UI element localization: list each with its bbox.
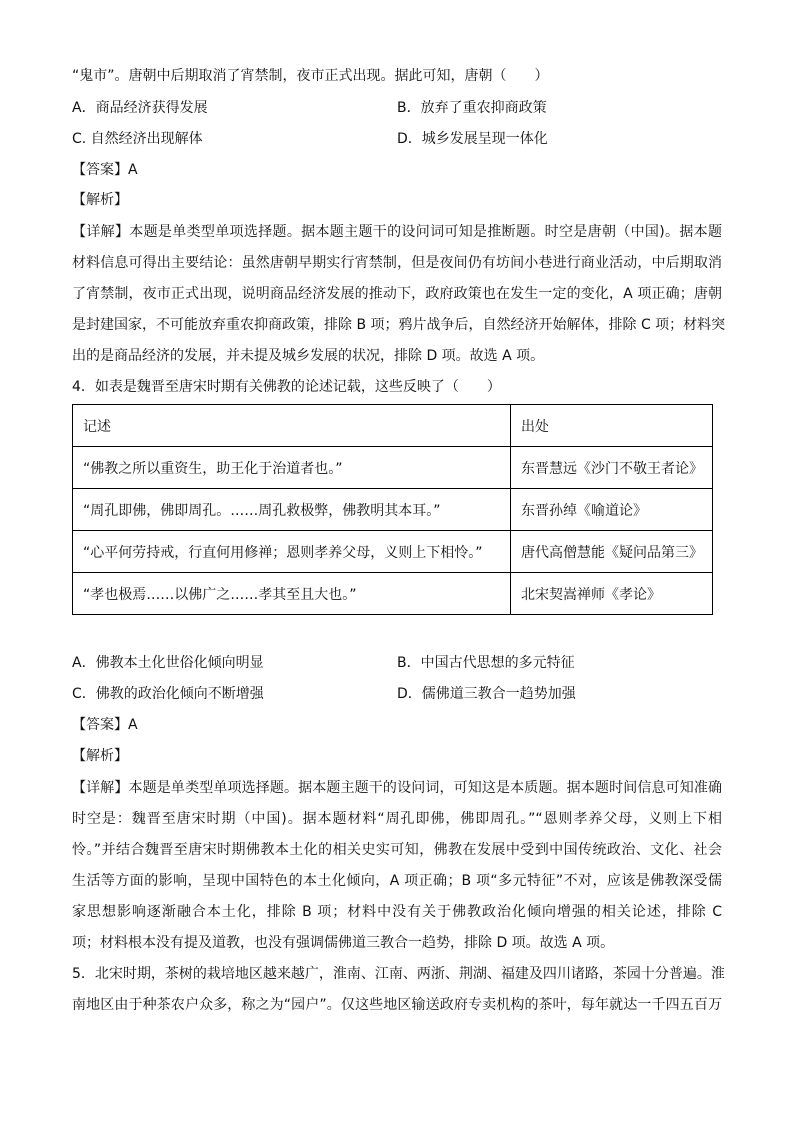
table-cell-quote: “心平何劳持戒，行直何用修禅；恩则孝养父母，义则上下相怜。” bbox=[73, 531, 511, 573]
q3-option-a: A．商品经济获得发展 bbox=[72, 100, 208, 116]
q4-analysis-label: 【解析】 bbox=[72, 748, 128, 764]
q4-detail-line: 项；材料根本没有提及道教，也没有强调儒佛道三教合一趋势，排除 D 项。故选 A 项。 bbox=[72, 935, 615, 951]
q3-stem: “鬼市”。唐朝中后期取消了宵禁制，夜市正式出现。据此可知，唐朝（ ） bbox=[72, 68, 549, 84]
q4-detail-line: 家思想影响逐渐融合本土化，排除 B 项；材料中没有关于佛教政治化倾向增强的相关论述，排除 C bbox=[72, 904, 722, 920]
table-cell-quote: “周孔即佛，佛即周孔。……周孔救极弊，佛教明其本耳。” bbox=[73, 489, 511, 531]
q4-detail-line: 怜。”并结合魏晋至唐宋时期佛教本土化的相关史实可知，佛教在发展中受到中国传统政治、文化、社会 bbox=[72, 842, 722, 858]
q3-answer: 【答案】A bbox=[72, 162, 138, 178]
q3-detail-line: 是封建国家，不可能放弃重农抑商政策，排除 B 项；鸦片战争后，自然经济开始解体，排除 C 项；材料突 bbox=[72, 317, 726, 333]
q3-analysis-label: 【解析】 bbox=[72, 192, 128, 208]
q4-stem: 4．如表是魏晋至唐宋时期有关佛教的论述记载，这些反映了（ ） bbox=[72, 379, 501, 395]
q4-option-c: C．佛教的政治化倾向不断增强 bbox=[72, 686, 264, 702]
table-cell-quote: “佛教之所以重资生，助王化于治道者也。” bbox=[73, 447, 511, 489]
q3-option-c: C. 自然经济出现解体 bbox=[72, 131, 203, 147]
q3-detail-line: 材料信息可得出主要结论：虽然唐朝早期实行宵禁制，但是夜间仍有坊间小巷进行商业活动，中后期取消 bbox=[72, 255, 722, 271]
table-row bbox=[73, 489, 713, 531]
table-row bbox=[73, 573, 713, 615]
table-cell-source: 唐代高僧慧能《疑问品第三》 bbox=[511, 531, 713, 573]
table-row bbox=[73, 531, 713, 573]
table-header-row bbox=[73, 405, 713, 447]
q3-detail-line: 了宵禁制，夜市正式出现，说明商品经济发展的推动下，政府政策也在发生一定的变化，A 项正确；唐朝 bbox=[72, 286, 722, 302]
q5-stem-line: 5．北宋时期，茶树的栽培地区越来越广，淮南、江南、两浙、荆湖、福建及四川诸路，茶园十分普遍。淮 bbox=[72, 966, 725, 982]
table-cell-source: 东晋孙绰《喻道论》 bbox=[511, 489, 713, 531]
q5-stem-line: 南地区由于种茶农户众多，称之为“园户”。仅这些地区输送政府专卖机构的茶叶，每年就达一千四五百万 bbox=[72, 997, 722, 1013]
table-cell-source: 东晋慧远《沙门不敬王者论》 bbox=[511, 447, 713, 489]
table-header-cell: 出处 bbox=[511, 405, 713, 447]
q4-detail-line: 【详解】本题是单类型单项选择题。据本题主题干的设问词，可知这是本质题。据本题时间信息可知准确 bbox=[72, 780, 722, 796]
q4-detail-line: 时空是：魏晋至唐宋时期（中国)。据本题材料“周孔即佛，佛即周孔。”“恩则孝养父母，义则上下相 bbox=[72, 811, 722, 827]
q4-option-b: B．中国古代思想的多元特征 bbox=[397, 655, 575, 671]
q3-option-d: D．城乡发展呈现一体化 bbox=[397, 131, 548, 147]
q4-detail-line: 生活等方面的影响，呈现中国特色的本土化倾向，A 项正确；B 项“多元特征”不对，应该是佛教深受儒 bbox=[72, 873, 722, 889]
q4-answer: 【答案】A bbox=[72, 717, 138, 733]
q4-source-table bbox=[72, 404, 713, 615]
q3-detail-line: 出的是商品经济的发展，并未提及城乡发展的状况，排除 D 项。故选 A 项。 bbox=[72, 348, 545, 364]
q4-option-a: A．佛教本土化世俗化倾向明显 bbox=[72, 655, 264, 671]
q4-option-d: D．儒佛道三教合一趋势加强 bbox=[397, 686, 576, 702]
q3-option-b: B．放弃了重农抑商政策 bbox=[397, 100, 547, 116]
table-cell-quote: “孝也极焉……以佛广之……孝其至且大也。” bbox=[73, 573, 511, 615]
q3-detail-line: 【详解】本题是单类型单项选择题。据本题主题干的设问词可知是推断题。时空是唐朝（中国)。据本题 bbox=[72, 224, 722, 240]
table-row bbox=[73, 447, 713, 489]
table-cell-source: 北宋契嵩禅师《孝论》 bbox=[511, 573, 713, 615]
table-header-cell: 记述 bbox=[73, 405, 511, 447]
